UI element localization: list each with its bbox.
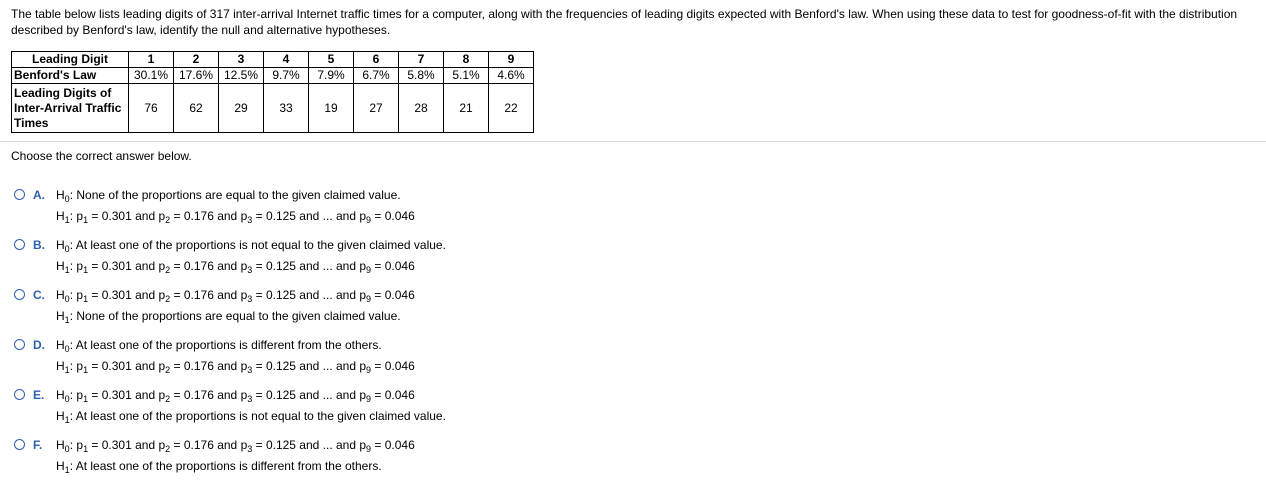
digit-cell: 4 — [264, 52, 309, 68]
instruction-text: Choose the correct answer below. — [11, 149, 192, 163]
radio-button[interactable] — [14, 389, 25, 400]
digit-cell: 7 — [399, 52, 444, 68]
digit-cell: 8 — [444, 52, 489, 68]
h-sub: 0 — [64, 294, 70, 304]
observed-cell: 22 — [489, 84, 534, 133]
hypothesis-text: $p_1 = 0.301$ and $p_2 = 0.176$ and $p_3 = 0.125$ and ... and $p_9 = 0.046$ — [76, 209, 415, 225]
table-row — [12, 52, 534, 68]
hypothesis-text: $p_1 = 0.301$ and $p_2 = 0.176$ and $p_3 = 0.125$ and ... and $p_9 = 0.046$ — [76, 388, 415, 404]
digit-cell: 1 — [129, 52, 174, 68]
h-symbol: H — [56, 409, 65, 423]
hypothesis-text: $p_1 = 0.301$ and $p_2 = 0.176$ and $p_3 = 0.125$ and ... and $p_9 = 0.046$ — [76, 259, 415, 275]
h-sub: 1 — [64, 465, 70, 475]
alt-hypothesis — [56, 259, 415, 273]
divider — [0, 141, 1266, 142]
observed-cell: 33 — [264, 84, 309, 133]
benford-cell: 9.7% — [264, 68, 309, 84]
radio-button[interactable] — [14, 189, 25, 200]
alt-hypothesis — [56, 359, 415, 373]
observed-cell: 62 — [174, 84, 219, 133]
colon: : — [69, 338, 74, 352]
h-sub: 1 — [64, 415, 70, 425]
option-letter: A. — [33, 188, 45, 202]
h-symbol: H — [56, 338, 65, 352]
hypothesis-text: At least one of the proportions is different from the others. — [75, 338, 382, 352]
colon: : — [69, 309, 74, 323]
observed-cell: 27 — [354, 84, 399, 133]
option-letter: E. — [33, 388, 45, 402]
hypothesis-text: $p_1 = 0.301$ and $p_2 = 0.176$ and $p_3 = 0.125$ and ... and $p_9 = 0.046$ — [76, 288, 415, 304]
h-symbol: H — [56, 438, 65, 452]
null-hypothesis — [56, 238, 446, 252]
colon: : — [69, 459, 74, 473]
h-symbol: H — [56, 188, 65, 202]
null-hypothesis — [56, 188, 401, 202]
benford-cell: 7.9% — [309, 68, 354, 84]
h-sub: 0 — [64, 244, 70, 254]
colon: : — [69, 259, 74, 273]
benford-cell: 5.1% — [444, 68, 489, 84]
radio-button[interactable] — [14, 439, 25, 450]
colon: : — [69, 188, 74, 202]
null-hypothesis — [56, 388, 415, 402]
colon: : — [69, 409, 74, 423]
h-symbol: H — [56, 238, 65, 252]
alt-hypothesis — [56, 459, 382, 473]
observed-cell: 19 — [309, 84, 354, 133]
hypothesis-text: $p_1 = 0.301$ and $p_2 = 0.176$ and $p_3 = 0.125$ and ... and $p_9 = 0.046$ — [76, 359, 415, 375]
colon: : — [69, 388, 74, 402]
row-label — [12, 84, 129, 133]
h-symbol: H — [56, 388, 65, 402]
option-letter: C. — [33, 288, 45, 302]
colon: : — [69, 438, 74, 452]
table-row — [12, 84, 534, 133]
h-symbol: H — [56, 359, 65, 373]
digit-cell: 2 — [174, 52, 219, 68]
null-hypothesis — [56, 288, 415, 302]
question-prompt: The table below lists leading digits of 317 inter-arrival Internet traffic times for a computer, along with the frequencies of leading digits expected with Benford's law. When using these data to test for goodness-of-fit with the distribution described by Benford's law, identify the null and alternative hypotheses. — [11, 7, 1238, 37]
colon: : — [69, 209, 74, 223]
alt-hypothesis — [56, 309, 401, 323]
digit-cell: 9 — [489, 52, 534, 68]
h-sub: 0 — [64, 444, 70, 454]
alt-hypothesis — [56, 209, 415, 223]
digit-cell: 6 — [354, 52, 399, 68]
hypothesis-text: At least one of the proportions is not equal to the given claimed value. — [75, 409, 446, 423]
observed-cell: 28 — [399, 84, 444, 133]
option-letter: F. — [33, 438, 43, 452]
digit-cell: 3 — [219, 52, 264, 68]
alt-hypothesis — [56, 409, 446, 423]
h-sub: 0 — [64, 194, 70, 204]
h-sub: 0 — [64, 394, 70, 404]
h-sub: 0 — [64, 344, 70, 354]
radio-button[interactable] — [14, 239, 25, 250]
h-symbol: H — [56, 288, 65, 302]
benford-cell: 5.8% — [399, 68, 444, 84]
h-symbol: H — [56, 459, 65, 473]
digit-cell: 5 — [309, 52, 354, 68]
observed-cell: 76 — [129, 84, 174, 133]
row-label: Benford's Law — [12, 68, 129, 84]
h-symbol: H — [56, 209, 65, 223]
h-sub: 1 — [64, 315, 70, 325]
benford-cell: 6.7% — [354, 68, 399, 84]
null-hypothesis — [56, 338, 382, 352]
colon: : — [69, 238, 74, 252]
h-sub: 1 — [64, 365, 70, 375]
table-row — [12, 68, 534, 84]
radio-button[interactable] — [14, 289, 25, 300]
colon: : — [69, 288, 74, 302]
radio-button[interactable] — [14, 339, 25, 350]
h-symbol: H — [56, 259, 65, 273]
observed-cell: 29 — [219, 84, 264, 133]
benford-cell: 12.5% — [219, 68, 264, 84]
null-hypothesis — [56, 438, 415, 452]
h-symbol: H — [56, 309, 65, 323]
hypothesis-text: At least one of the proportions is not equal to the given claimed value. — [75, 238, 446, 252]
benford-cell: 30.1% — [129, 68, 174, 84]
hypothesis-text: None of the proportions are equal to the given claimed value. — [76, 309, 401, 323]
option-letter: B. — [33, 238, 45, 252]
observed-cell: 21 — [444, 84, 489, 133]
colon: : — [69, 359, 74, 373]
hypothesis-text: None of the proportions are equal to the given claimed value. — [76, 188, 401, 202]
h-sub: 1 — [64, 265, 70, 275]
benford-table — [11, 51, 534, 133]
benford-cell: 17.6% — [174, 68, 219, 84]
hypothesis-text: $p_1 = 0.301$ and $p_2 = 0.176$ and $p_3 = 0.125$ and ... and $p_9 = 0.046$ — [76, 438, 415, 454]
hypothesis-text: At least one of the proportions is different from the others. — [75, 459, 382, 473]
observed-label: Leading Digits of Inter-Arrival Traffic Times — [14, 85, 122, 130]
h-sub: 1 — [64, 215, 70, 225]
option-letter: D. — [33, 338, 45, 352]
row-label: Leading Digit — [12, 52, 129, 68]
benford-cell: 4.6% — [489, 68, 534, 84]
